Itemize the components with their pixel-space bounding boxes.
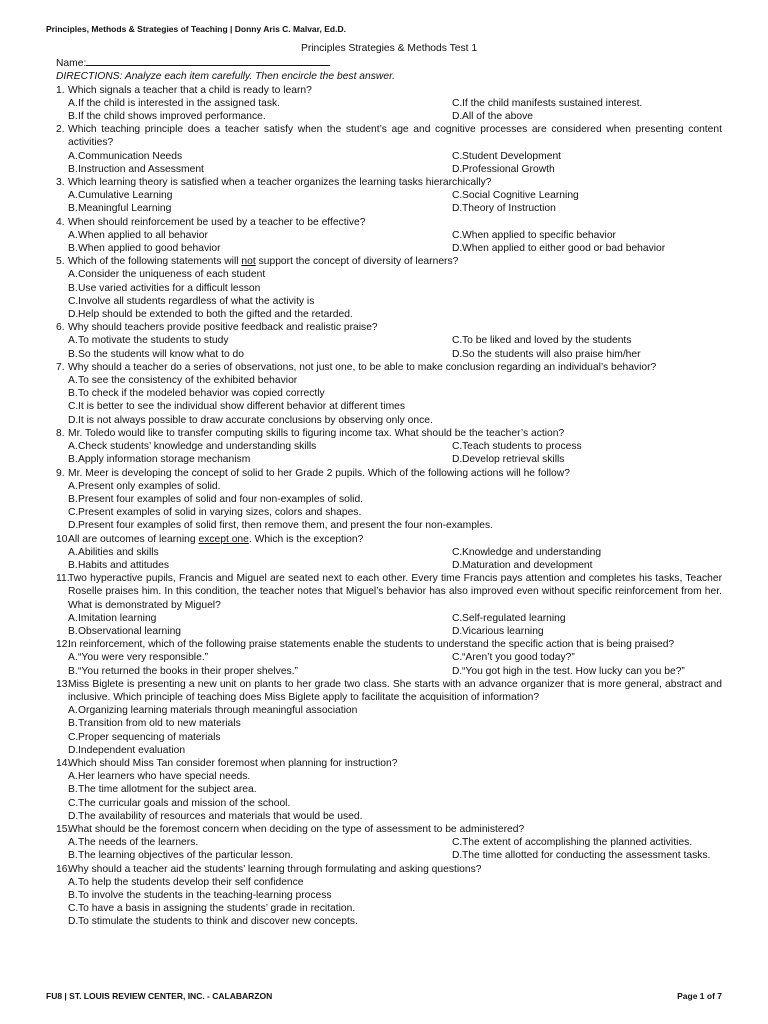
answer-option[interactable] xyxy=(56,665,440,678)
answer-option[interactable] xyxy=(440,348,722,361)
question-text: Which learning theory is satisfied when a teacher organizes the learning tasks hierarchically? xyxy=(68,177,492,189)
question-stem xyxy=(56,638,722,651)
option-text: When applied to specific behavior xyxy=(462,229,616,241)
option-letter: A. xyxy=(68,269,78,281)
question-number: 5. xyxy=(56,256,65,268)
question-stem xyxy=(56,321,722,334)
option-letter: C. xyxy=(452,150,463,162)
question-text: Why should a teacher do a series of observations, not just one, to be able to make conclusion regarding an individual’s behavior? xyxy=(68,361,657,373)
option-letter: B. xyxy=(68,850,78,862)
answer-option[interactable] xyxy=(56,876,722,889)
question-text-part: . Which is the exception? xyxy=(248,533,364,545)
answer-option[interactable] xyxy=(56,783,722,796)
option-row xyxy=(56,546,722,559)
answer-option[interactable] xyxy=(56,651,440,664)
answer-option[interactable] xyxy=(440,110,722,123)
option-letter: C. xyxy=(452,546,463,558)
option-text: Vicarious learning xyxy=(462,625,544,637)
option-letter: B. xyxy=(68,784,78,796)
question-text-part: support the concept of diversity of learners? xyxy=(255,256,459,268)
option-text: “You returned the books in their proper shelves.” xyxy=(78,665,298,677)
question-item xyxy=(56,361,722,427)
option-row xyxy=(56,348,722,361)
underlined-keyword: except one xyxy=(198,533,249,545)
option-text: Proper sequencing of materials xyxy=(78,731,221,743)
answer-option[interactable] xyxy=(440,665,722,678)
option-letter: D. xyxy=(68,744,79,756)
option-text: Independent evaluation xyxy=(78,744,186,756)
question-number: 9. xyxy=(56,467,65,479)
question-item xyxy=(56,427,722,467)
option-text: Present four examples of solid and four non-examples of solid. xyxy=(78,493,364,505)
question-item xyxy=(56,216,722,256)
option-text: The extent of accomplishing the planned activities. xyxy=(462,837,693,849)
question-stem xyxy=(56,757,722,770)
option-text: Social Cognitive Learning xyxy=(462,190,579,202)
question-number: 16. xyxy=(56,863,71,875)
option-text: Present only examples of solid. xyxy=(78,480,221,492)
question-text: Why should teachers provide positive feedback and realistic praise? xyxy=(68,322,378,334)
option-letter: B. xyxy=(68,625,78,637)
answer-option[interactable] xyxy=(440,242,722,255)
question-number: 15. xyxy=(56,823,71,835)
option-row xyxy=(56,242,722,255)
answer-option[interactable] xyxy=(56,797,722,810)
question-item xyxy=(56,533,722,573)
option-row xyxy=(56,612,722,625)
answer-option[interactable] xyxy=(56,202,440,215)
option-text: To be liked and loved by the students xyxy=(462,335,632,347)
answer-option[interactable] xyxy=(56,163,440,176)
option-row xyxy=(56,189,722,202)
option-text: Communication Needs xyxy=(78,150,183,162)
question-item xyxy=(56,863,722,929)
option-text: To stimulate the students to think and discover new concepts. xyxy=(78,916,358,928)
option-text: To involve the students in the teaching-learning process xyxy=(78,890,332,901)
question-text xyxy=(68,256,458,267)
answer-option[interactable] xyxy=(56,704,722,717)
question-item xyxy=(56,123,722,176)
underlined-keyword: not xyxy=(241,256,256,268)
option-letter: C. xyxy=(452,837,463,849)
test-body xyxy=(56,42,722,929)
option-letter: D. xyxy=(68,520,79,532)
answer-option[interactable] xyxy=(56,440,440,453)
option-text: To have a basis in assigning the students’ grade in recitation. xyxy=(78,903,356,915)
answer-option[interactable] xyxy=(56,110,440,123)
option-text: “Aren’t you good today?” xyxy=(462,652,575,664)
option-text: The time allotment for the subject area. xyxy=(78,784,257,796)
answer-option[interactable] xyxy=(56,625,440,638)
answer-option[interactable] xyxy=(56,915,722,928)
option-text: Meaningful Learning xyxy=(78,203,172,215)
question-item xyxy=(56,84,722,124)
question-stem xyxy=(56,176,722,189)
question-text: Which should Miss Tan consider foremost when planning for instruction? xyxy=(68,757,398,769)
option-letter: A. xyxy=(68,150,78,162)
question-number: 12. xyxy=(56,639,71,651)
option-letter: B. xyxy=(68,388,78,400)
answer-option[interactable] xyxy=(440,97,722,110)
test-title: Principles Strategies & Methods Test 1 xyxy=(300,43,478,54)
option-letter: B. xyxy=(68,203,78,215)
option-row xyxy=(56,836,722,849)
option-text: Imitation learning xyxy=(78,612,157,624)
answer-option[interactable] xyxy=(56,506,722,519)
answer-option[interactable] xyxy=(56,348,440,361)
option-letter: B. xyxy=(68,282,78,294)
option-row xyxy=(56,110,722,123)
option-text: Apply information storage mechanism xyxy=(78,454,251,466)
option-letter: A. xyxy=(68,190,78,202)
answer-option[interactable] xyxy=(56,717,722,730)
option-text: It is better to see the individual show different behavior at different times xyxy=(78,401,406,413)
option-letter: A. xyxy=(68,480,78,492)
option-text: If the child is interested in the assigned task. xyxy=(78,97,281,109)
page-number: Page 1 of 7 xyxy=(677,991,722,1001)
question-number: 1. xyxy=(56,84,65,96)
option-letter: D. xyxy=(452,203,463,215)
question-stem xyxy=(56,427,722,440)
answer-option[interactable] xyxy=(56,519,722,532)
question-item xyxy=(56,678,722,757)
name-label: Name: xyxy=(56,58,87,70)
option-text: Maturation and development xyxy=(462,559,593,571)
answer-option[interactable] xyxy=(56,242,440,255)
option-row xyxy=(56,651,722,664)
directions: DIRECTIONS: Analyze each item carefully. Then encircle the best answer. xyxy=(56,71,395,83)
question-text: Which teaching principle does a teacher satisfy when the student’s age and cognitive processes are considered when presenting content activities? xyxy=(68,124,722,149)
option-text: Cumulative Learning xyxy=(78,190,173,202)
option-text: Check students’ knowledge and understanding skills xyxy=(78,441,317,453)
answer-option[interactable] xyxy=(56,546,440,559)
option-text: If the child shows improved performance. xyxy=(78,111,266,123)
question-text: Why should a teacher aid the students’ learning through formulating and asking questions? xyxy=(68,863,482,875)
option-text: Present four examples of solid first, then remove them, and present the four non-examples. xyxy=(78,520,493,532)
question-number: 7. xyxy=(56,361,65,373)
answer-option[interactable] xyxy=(440,229,722,242)
answer-option[interactable] xyxy=(440,836,722,849)
answer-option[interactable] xyxy=(440,189,722,202)
option-text: Organizing learning materials through meaningful association xyxy=(78,705,358,717)
answer-option[interactable] xyxy=(440,163,722,176)
answer-option[interactable] xyxy=(56,770,722,783)
question-stem xyxy=(56,678,722,704)
question-text: Which signals a teacher that a child is ready to learn? xyxy=(68,84,312,96)
answer-option[interactable] xyxy=(56,374,722,387)
question-stem xyxy=(56,123,722,149)
question-number: 3. xyxy=(56,177,65,189)
option-letter: D. xyxy=(452,348,463,360)
option-letter: A. xyxy=(68,97,78,109)
option-letter: A. xyxy=(68,876,78,888)
option-text: Abilities and skills xyxy=(78,546,159,558)
option-letter: B. xyxy=(68,559,78,571)
answer-option[interactable] xyxy=(440,546,722,559)
option-text: “You were very responsible.” xyxy=(78,652,209,664)
question-item xyxy=(56,638,722,678)
option-text: Instruction and Assessment xyxy=(78,163,204,175)
question-stem xyxy=(56,823,722,836)
option-letter: C. xyxy=(68,507,79,519)
option-letter: D. xyxy=(68,309,79,321)
question-text: When should reinforcement be used by a teacher to be effective? xyxy=(68,216,366,228)
option-row xyxy=(56,334,722,347)
option-letter: D. xyxy=(452,163,463,175)
option-letter: B. xyxy=(68,493,78,505)
option-letter: A. xyxy=(68,375,78,387)
option-letter: D. xyxy=(452,850,463,862)
question-stem xyxy=(56,361,722,374)
option-text: “You got high in the test. How lucky can you be?” xyxy=(462,665,685,677)
question-number: 10. xyxy=(56,533,71,545)
question-item xyxy=(56,572,722,638)
option-letter: D. xyxy=(452,454,463,466)
option-letter: B. xyxy=(68,243,78,255)
option-text: Teach students to process xyxy=(462,441,582,453)
option-text: Self-regulated learning xyxy=(462,612,566,624)
option-text: Habits and attitudes xyxy=(78,559,170,571)
question-text: Two hyperactive pupils, Francis and Miguel are seated next to each other. Every time Francis pays attention and completes his tasks, Teacher Roselle praises him. In this condition, the teacher notes that Miguel’s behavior has also improved even without specific reinforcement from her. What is demonstrated by Miguel? xyxy=(68,573,722,611)
option-letter: C. xyxy=(68,797,79,809)
option-row xyxy=(56,163,722,176)
option-letter: A. xyxy=(68,652,78,664)
question-text: What should be the foremost concern when deciding on the type of assessment to be administered? xyxy=(68,823,525,835)
option-letter: B. xyxy=(68,163,78,175)
option-text: Professional Growth xyxy=(462,163,555,175)
option-row xyxy=(56,665,722,678)
option-letter: C. xyxy=(452,229,463,241)
question-text xyxy=(68,534,363,545)
name-line xyxy=(56,55,722,70)
option-row xyxy=(56,625,722,638)
question-list xyxy=(56,84,722,929)
option-letter: C. xyxy=(452,335,463,347)
option-text: If the child manifests sustained interest. xyxy=(462,97,643,109)
option-letter: B. xyxy=(68,348,78,360)
question-stem xyxy=(56,84,722,97)
answer-option[interactable] xyxy=(440,625,722,638)
option-letter: D. xyxy=(452,559,463,571)
question-stem xyxy=(56,467,722,480)
answer-option[interactable] xyxy=(56,414,722,427)
option-letter: B. xyxy=(68,665,78,677)
answer-option[interactable] xyxy=(56,810,722,823)
option-text: To see the consistency of the exhibited behavior xyxy=(78,375,298,387)
question-item xyxy=(56,823,722,863)
question-item xyxy=(56,321,722,361)
question-number: 11. xyxy=(56,573,70,585)
answer-option[interactable] xyxy=(56,189,440,202)
question-number: 6. xyxy=(56,322,65,334)
answer-option[interactable] xyxy=(440,150,722,163)
option-letter: C. xyxy=(452,612,463,624)
option-letter: B. xyxy=(68,111,78,123)
footer-center-name: FU8 | ST. LOUIS REVIEW CENTER, INC. - CALABARZON xyxy=(46,991,273,1001)
option-text: So the students will know what to do xyxy=(78,348,244,360)
answer-option[interactable] xyxy=(56,268,722,281)
question-text: Miss Biglete is presenting a new unit on plants to her grade two class. She starts with an advance organizer that is more general, abstract and inclusive. Which principle of teaching does Miss Biglete apply to facilitate the acquisition of information? xyxy=(68,678,722,703)
option-letter: D. xyxy=(68,810,79,822)
answer-option[interactable] xyxy=(440,440,722,453)
answer-option[interactable] xyxy=(440,651,722,664)
option-row xyxy=(56,453,722,466)
answer-option[interactable] xyxy=(56,836,440,849)
option-letter: D. xyxy=(68,916,79,928)
question-number: 13. xyxy=(56,678,71,690)
option-letter: D. xyxy=(452,665,463,677)
answer-option[interactable] xyxy=(56,493,722,506)
option-text: To help the students develop their self confidence xyxy=(78,876,304,888)
answer-option[interactable] xyxy=(56,559,440,572)
option-letter: D. xyxy=(68,414,79,426)
option-text: When applied to good behavior xyxy=(78,243,221,255)
option-letter: C. xyxy=(68,295,79,307)
option-text: The availability of resources and materials that would be used. xyxy=(78,810,363,822)
option-row xyxy=(56,150,722,163)
question-item xyxy=(56,467,722,533)
question-stem xyxy=(56,255,722,268)
option-letter: A. xyxy=(68,229,78,241)
answer-option[interactable] xyxy=(440,453,722,466)
option-text: Observational learning xyxy=(78,625,182,637)
option-letter: A. xyxy=(68,441,78,453)
answer-option[interactable] xyxy=(56,902,722,915)
name-blank[interactable] xyxy=(86,55,330,66)
option-text: When applied to either good or bad behavior xyxy=(462,243,666,255)
option-text: The time allotted for conducting the assessment tasks. xyxy=(462,850,711,862)
option-letter: C. xyxy=(68,401,79,413)
option-letter: C. xyxy=(68,731,79,743)
option-letter: A. xyxy=(68,546,78,558)
option-text: To motivate the students to study xyxy=(78,335,229,347)
option-text: Her learners who have special needs. xyxy=(78,771,251,783)
answer-option[interactable] xyxy=(56,889,722,902)
answer-option[interactable] xyxy=(56,612,440,625)
option-text: To check if the modeled behavior was copied correctly xyxy=(78,388,325,400)
question-stem xyxy=(56,572,722,612)
option-text: The curricular goals and mission of the school. xyxy=(78,797,291,809)
answer-option[interactable] xyxy=(56,150,440,163)
option-letter: A. xyxy=(68,771,78,783)
option-text: So the students will also praise him/her xyxy=(462,348,641,360)
option-text: All of the above xyxy=(462,111,533,123)
option-letter: A. xyxy=(68,335,78,347)
option-row xyxy=(56,229,722,242)
option-letter: C. xyxy=(452,652,463,664)
option-text: Develop retrieval skills xyxy=(462,454,565,466)
answer-option[interactable] xyxy=(440,559,722,572)
answer-option[interactable] xyxy=(56,480,722,493)
option-letter: B. xyxy=(68,718,78,730)
question-text-part: Which of the following statements will xyxy=(68,256,242,268)
running-header: Principles, Methods & Strategies of Teaching | Donny Aris C. Malvar, Ed.D. xyxy=(46,24,346,34)
option-text: Use varied activities for a difficult lesson xyxy=(78,282,261,294)
option-letter: A. xyxy=(68,837,78,849)
question-item xyxy=(56,757,722,823)
option-text: Theory of Instruction xyxy=(462,203,556,215)
option-letter: C. xyxy=(452,97,463,109)
option-text: The needs of the learners. xyxy=(78,837,199,849)
answer-option[interactable] xyxy=(440,849,722,862)
question-number: 14. xyxy=(56,757,71,769)
answer-option[interactable] xyxy=(56,731,722,744)
question-text: In reinforcement, which of the following praise statements enable the students to understand the specific action that is being praised? xyxy=(68,639,675,651)
option-letter: C. xyxy=(68,903,79,915)
option-text: Consider the uniqueness of each student xyxy=(78,269,266,281)
option-letter: A. xyxy=(68,705,78,717)
option-row xyxy=(56,559,722,572)
answer-option[interactable] xyxy=(56,334,440,347)
question-text: Mr. Toledo would like to transfer computing skills to figuring income tax. What should be the teacher’s action? xyxy=(68,427,565,439)
option-row xyxy=(56,97,722,110)
option-text: The learning objectives of the particular lesson. xyxy=(78,850,294,862)
option-text: It is not always possible to draw accurate conclusions by observing only once. xyxy=(78,414,433,426)
answer-option[interactable] xyxy=(56,282,722,295)
option-text: Knowledge and understanding xyxy=(462,546,602,558)
answer-option[interactable] xyxy=(56,229,440,242)
answer-option[interactable] xyxy=(56,308,722,321)
answer-option[interactable] xyxy=(440,334,722,347)
option-letter: C. xyxy=(452,441,463,453)
answer-option[interactable] xyxy=(440,612,722,625)
answer-option[interactable] xyxy=(56,453,440,466)
option-text: Present examples of solid in varying sizes, colors and shapes. xyxy=(78,507,362,519)
question-stem xyxy=(56,863,722,876)
answer-option[interactable] xyxy=(56,97,440,110)
option-letter: D. xyxy=(452,111,463,123)
option-letter: B. xyxy=(68,890,78,901)
option-letter: C. xyxy=(452,190,463,202)
option-text: Involve all students regardless of what the activity is xyxy=(78,295,315,307)
answer-option[interactable] xyxy=(440,202,722,215)
option-row xyxy=(56,202,722,215)
question-item xyxy=(56,255,722,321)
answer-option[interactable] xyxy=(56,295,722,308)
option-row xyxy=(56,440,722,453)
option-row xyxy=(56,849,722,862)
question-number: 4. xyxy=(56,216,65,228)
option-text: Transition from old to new materials xyxy=(78,718,241,730)
question-text-part: All are outcomes of learning xyxy=(68,533,199,545)
option-text: Student Development xyxy=(462,150,562,162)
option-text: When applied to all behavior xyxy=(78,229,208,241)
option-text: Help should be extended to both the gifted and the retarded. xyxy=(78,309,353,321)
option-letter: D. xyxy=(452,243,463,255)
question-text: Mr. Meer is developing the concept of solid to her Grade 2 pupils. Which of the following actions will he follow? xyxy=(68,467,570,479)
option-letter: D. xyxy=(452,625,463,637)
question-stem xyxy=(56,533,722,546)
answer-option[interactable] xyxy=(56,849,440,862)
question-number: 2. xyxy=(56,124,65,136)
question-item xyxy=(56,176,722,216)
option-letter: A. xyxy=(68,612,78,624)
answer-option[interactable] xyxy=(56,400,722,413)
question-number: 8. xyxy=(56,427,65,439)
option-letter: B. xyxy=(68,454,78,466)
answer-option[interactable] xyxy=(56,744,722,757)
answer-option[interactable] xyxy=(56,387,722,400)
question-stem xyxy=(56,216,722,229)
